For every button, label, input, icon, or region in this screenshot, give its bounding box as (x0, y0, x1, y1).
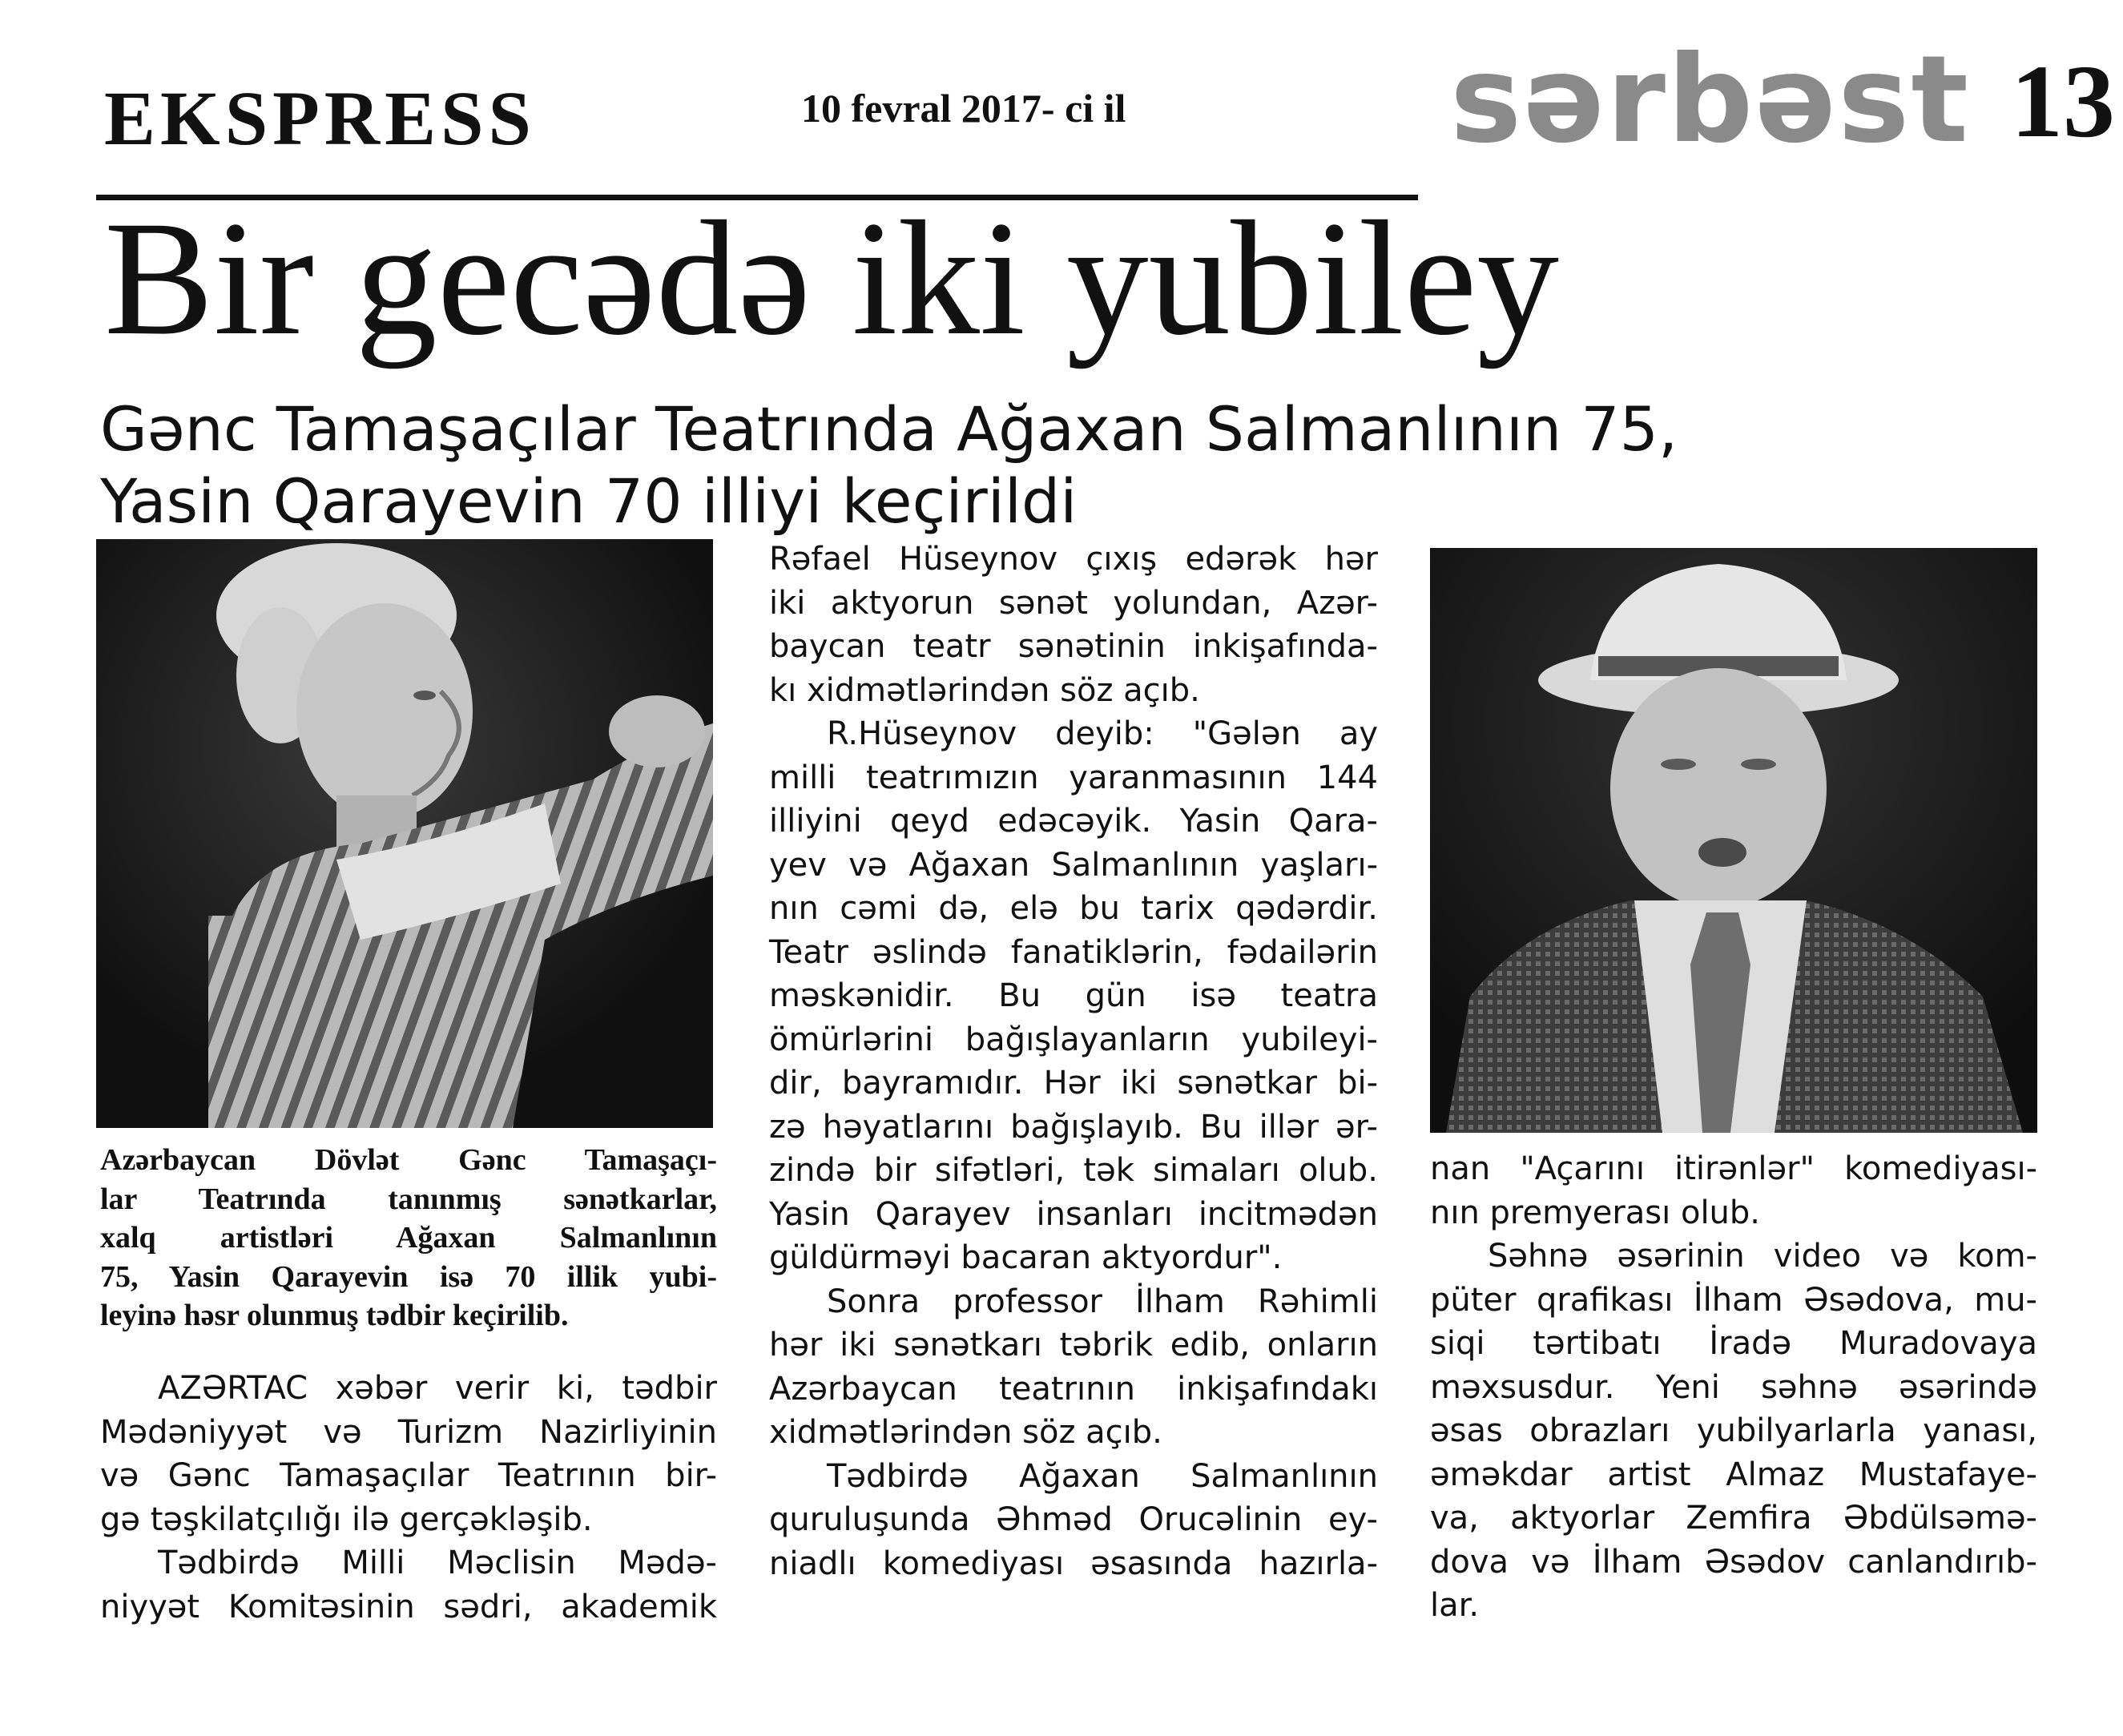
page-number: 13 (2011, 44, 2115, 159)
text-line: iki aktyorun sənət yolundan, Azər- (769, 584, 1378, 622)
text-line: və Gənc Tamaşaçılar Teatrının bir- (100, 1457, 717, 1494)
text-line: kı xidmətlərindən söz açıb. (769, 671, 1200, 709)
text-line: baycan teatr sənətinin inkişafında- (769, 628, 1378, 665)
subheadline-line-1: Gənc Tamaşaçılar Teatrında Ağaxan Salmanlının 75, (100, 393, 1678, 465)
caption-line: 75, Yasin Qarayevin isə 70 illik yubi- (100, 1259, 717, 1294)
text-line: hər iki sənətkarı təbrik edib, onların (769, 1327, 1378, 1363)
text-line: Yasin Qarayev insanları incitmədən (769, 1195, 1378, 1233)
text-line: xidmətlərindən söz açıb. (769, 1414, 1162, 1451)
text-line: yev və Ağaxan Salmanlının yaşları- (769, 846, 1378, 884)
issue-date: 10 fevral 2017- ci il (801, 86, 1126, 131)
text-line: əməkdar artist Almaz Mustafaye- (1430, 1456, 2037, 1493)
newspaper-name: EKSPRESS (104, 75, 536, 161)
text-line: püter qrafikası İlham Əsədova, mu- (1430, 1281, 2037, 1319)
photo-caption (100, 1141, 717, 1335)
caption-line: Azərbaycan Dövlət Gənc Tamaşaçı- (100, 1143, 717, 1177)
text-line: Mədəniyyət və Turizm Nazirliyinin (100, 1413, 717, 1451)
text-line: nın cəmi də, elə bu tarix qədərdir. (769, 890, 1378, 927)
text-line: gə təşkilatçılığı ilə gerçəkləşib. (100, 1500, 593, 1538)
text-line: quruluşunda Əhməd Orucəlinin ey- (769, 1501, 1378, 1538)
text-line: Teatr əslində fanatiklərin, fədailərin (769, 933, 1378, 971)
text-line: zə həyatlarını bağışlayıb. Bu illər ər- (769, 1108, 1378, 1146)
caption-line: leyinə həsr olunmuş tədbir keçirilib. (100, 1299, 569, 1332)
text-line: va, aktyorlar Zemfira Əbdülsəmə- (1430, 1500, 2037, 1537)
caption-line: xalq artistləri Ağaxan Salmanlının (100, 1221, 717, 1255)
text-line: əsas obrazları yubilyarlarla yanası, (1430, 1412, 2037, 1449)
section-logo: sərbəst (1450, 30, 1971, 170)
headline: Bir gecədə iki yubiley (104, 187, 1559, 369)
text-line: Səhnə əsərinin video və kom- (1488, 1238, 2037, 1275)
text-line: Tədbirdə Ağaxan Salmanlının (827, 1457, 1378, 1495)
text-line: nan "Açarını itirənlər" komediyası- (1430, 1150, 2037, 1187)
text-line: dir, bayramıdır. Hər iki sənətkar bi- (769, 1065, 1378, 1102)
text-line: Azərbaycan teatrının inkişafındakı (769, 1370, 1378, 1408)
text-line: zində bir sifətləri, tək simaları olub. (769, 1152, 1378, 1189)
article-column-2 (769, 538, 1378, 1585)
text-line: ömürlərini bağışlayanların yubileyi- (769, 1021, 1378, 1058)
article-column-3 (1430, 1147, 2037, 1628)
text-line: Tədbirdə Milli Məclisin Mədə- (158, 1545, 717, 1581)
text-line: siqi tərtibatı İradə Muradovaya (1430, 1325, 2037, 1362)
article-column-1 (100, 1367, 717, 1629)
text-line: dova və İlham Əsədov canlandırıb- (1430, 1543, 2037, 1581)
text-line: nın premyerası olub. (1430, 1194, 1761, 1231)
text-line: niadlı komediyası əsasında hazırla- (769, 1545, 1378, 1582)
text-line: məxsusdur. Yeni səhnə əsərində (1430, 1368, 2037, 1406)
photo-yasin-qarayev (1430, 548, 2037, 1133)
text-line: məskənidir. Bu gün isə teatra (769, 977, 1378, 1014)
caption-line: lar Teatrında tanınmış sənətkarlar, (100, 1182, 717, 1216)
text-line: güldürməyi bacaran aktyordur". (769, 1239, 1283, 1276)
text-line: lar. (1430, 1587, 1480, 1624)
subheadline-line-2: Yasin Qarayevin 70 illiyi keçirildi (100, 465, 1078, 537)
text-line: niyyət Komitəsinin sədri, akademik (100, 1588, 717, 1625)
text-line: illiyini qeyd edəcəyik. Yasin Qara- (769, 803, 1378, 840)
text-line: R.Hüseynov deyib: "Gələn ay (827, 715, 1378, 752)
text-line: Rəfael Hüseynov çıxış edərək hər (769, 541, 1378, 578)
text-line: milli teatrımızın yaranmasının 144 (769, 759, 1378, 796)
photo-agaxan-salmanli (96, 539, 713, 1128)
text-line: AZƏRTAC xəbər verir ki, tədbir (158, 1370, 717, 1407)
text-line: Sonra professor İlham Rəhimli (827, 1283, 1378, 1320)
